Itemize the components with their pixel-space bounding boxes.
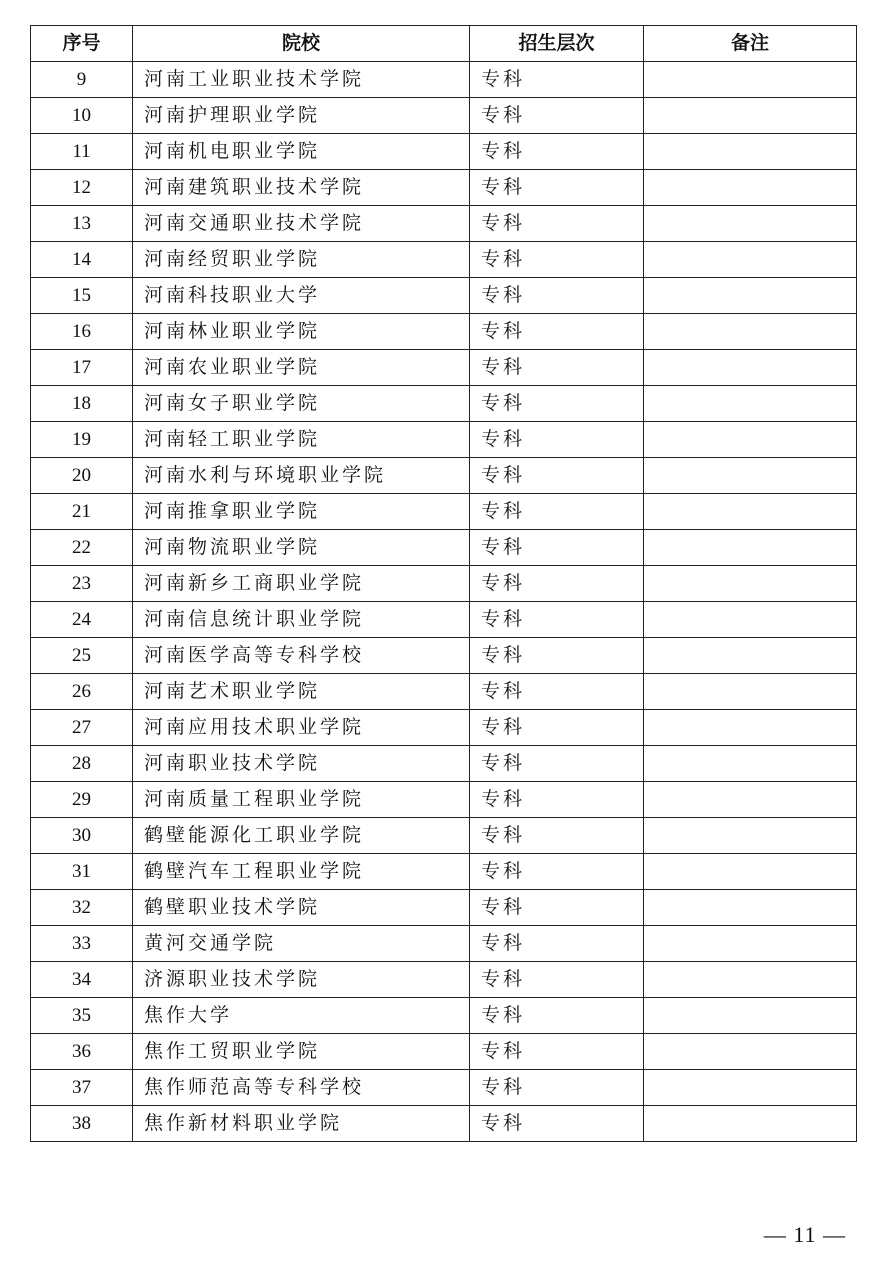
table-row <box>31 62 857 98</box>
row-number: 24 <box>31 602 133 638</box>
school-name: 河南护理职业学院 <box>133 98 470 134</box>
enrollment-level: 专科 <box>470 170 644 206</box>
enrollment-level: 专科 <box>470 926 644 962</box>
table-row <box>31 710 857 746</box>
row-number: 14 <box>31 242 133 278</box>
row-number: 18 <box>31 386 133 422</box>
table-row <box>31 458 857 494</box>
table-row <box>31 134 857 170</box>
table-row <box>31 386 857 422</box>
enrollment-level: 专科 <box>470 818 644 854</box>
table-row <box>31 530 857 566</box>
row-note <box>644 746 857 782</box>
table-row <box>31 350 857 386</box>
school-name: 焦作师范高等专科学校 <box>133 1070 470 1106</box>
row-number: 34 <box>31 962 133 998</box>
table-row <box>31 1070 857 1106</box>
school-name: 河南女子职业学院 <box>133 386 470 422</box>
school-name: 河南质量工程职业学院 <box>133 782 470 818</box>
enrollment-level: 专科 <box>470 1070 644 1106</box>
enrollment-level: 专科 <box>470 98 644 134</box>
school-name: 河南物流职业学院 <box>133 530 470 566</box>
school-name: 河南农业职业学院 <box>133 350 470 386</box>
row-note <box>644 602 857 638</box>
school-name: 河南艺术职业学院 <box>133 674 470 710</box>
row-number: 35 <box>31 998 133 1034</box>
enrollment-level: 专科 <box>470 350 644 386</box>
row-number: 32 <box>31 890 133 926</box>
row-note <box>644 1070 857 1106</box>
table-row <box>31 854 857 890</box>
row-note <box>644 890 857 926</box>
header-school: 院校 <box>133 26 470 62</box>
row-number: 29 <box>31 782 133 818</box>
enrollment-level: 专科 <box>470 962 644 998</box>
enrollment-level: 专科 <box>470 1106 644 1142</box>
enrollment-level: 专科 <box>470 710 644 746</box>
table-row <box>31 998 857 1034</box>
table-row <box>31 890 857 926</box>
school-name: 焦作新材料职业学院 <box>133 1106 470 1142</box>
school-name: 河南机电职业学院 <box>133 134 470 170</box>
school-name: 河南轻工职业学院 <box>133 422 470 458</box>
row-number: 11 <box>31 134 133 170</box>
enrollment-level: 专科 <box>470 638 644 674</box>
enrollment-level: 专科 <box>470 62 644 98</box>
school-name: 河南医学高等专科学校 <box>133 638 470 674</box>
table-row <box>31 170 857 206</box>
row-number: 38 <box>31 1106 133 1142</box>
table-row <box>31 566 857 602</box>
enrollment-level: 专科 <box>470 854 644 890</box>
row-number: 28 <box>31 746 133 782</box>
row-note <box>644 314 857 350</box>
table-row <box>31 962 857 998</box>
row-number: 19 <box>31 422 133 458</box>
enrollment-level: 专科 <box>470 386 644 422</box>
school-name: 焦作工贸职业学院 <box>133 1034 470 1070</box>
school-name: 河南水利与环境职业学院 <box>133 458 470 494</box>
row-note <box>644 422 857 458</box>
school-name: 鹤壁汽车工程职业学院 <box>133 854 470 890</box>
enrollment-level: 专科 <box>470 134 644 170</box>
row-note <box>644 206 857 242</box>
table-row <box>31 746 857 782</box>
row-number: 13 <box>31 206 133 242</box>
row-number: 27 <box>31 710 133 746</box>
school-name: 河南信息统计职业学院 <box>133 602 470 638</box>
school-name: 河南林业职业学院 <box>133 314 470 350</box>
enrollment-level: 专科 <box>470 314 644 350</box>
row-number: 26 <box>31 674 133 710</box>
school-name: 河南工业职业技术学院 <box>133 62 470 98</box>
table-row <box>31 602 857 638</box>
row-note <box>644 98 857 134</box>
school-name: 焦作大学 <box>133 998 470 1034</box>
row-note <box>644 350 857 386</box>
row-number: 9 <box>31 62 133 98</box>
enrollment-level: 专科 <box>470 278 644 314</box>
row-number: 30 <box>31 818 133 854</box>
row-note <box>644 386 857 422</box>
table-row <box>31 818 857 854</box>
school-name: 鹤壁能源化工职业学院 <box>133 818 470 854</box>
table-row <box>31 314 857 350</box>
enrollment-level: 专科 <box>470 1034 644 1070</box>
school-name: 河南经贸职业学院 <box>133 242 470 278</box>
enrollment-level: 专科 <box>470 566 644 602</box>
row-note <box>644 458 857 494</box>
row-number: 16 <box>31 314 133 350</box>
enrollment-level: 专科 <box>470 422 644 458</box>
row-note <box>644 530 857 566</box>
enrollment-level: 专科 <box>470 998 644 1034</box>
row-note <box>644 1106 857 1142</box>
row-number: 17 <box>31 350 133 386</box>
row-number: 23 <box>31 566 133 602</box>
school-name: 河南交通职业技术学院 <box>133 206 470 242</box>
table-header-row <box>31 26 857 62</box>
table-row <box>31 422 857 458</box>
table-row <box>31 1106 857 1142</box>
row-number: 20 <box>31 458 133 494</box>
table-row <box>31 674 857 710</box>
row-note <box>644 926 857 962</box>
page-number: — 11 — <box>763 1222 846 1247</box>
row-note <box>644 62 857 98</box>
table-row <box>31 782 857 818</box>
row-number: 21 <box>31 494 133 530</box>
row-number: 25 <box>31 638 133 674</box>
table-row <box>31 638 857 674</box>
school-name: 济源职业技术学院 <box>133 962 470 998</box>
table-row <box>31 494 857 530</box>
school-name: 河南建筑职业技术学院 <box>133 170 470 206</box>
row-number: 31 <box>31 854 133 890</box>
school-name: 河南推拿职业学院 <box>133 494 470 530</box>
school-name: 黄河交通学院 <box>133 926 470 962</box>
row-note <box>644 170 857 206</box>
table-row <box>31 1034 857 1070</box>
row-number: 12 <box>31 170 133 206</box>
enrollment-level: 专科 <box>470 530 644 566</box>
row-note <box>644 638 857 674</box>
row-note <box>644 998 857 1034</box>
table-row <box>31 206 857 242</box>
row-number: 36 <box>31 1034 133 1070</box>
school-name: 河南职业技术学院 <box>133 746 470 782</box>
row-note <box>644 782 857 818</box>
row-note <box>644 854 857 890</box>
enrollment-level: 专科 <box>470 674 644 710</box>
row-number: 37 <box>31 1070 133 1106</box>
row-note <box>644 494 857 530</box>
row-note <box>644 242 857 278</box>
row-note <box>644 674 857 710</box>
enrollment-level: 专科 <box>470 242 644 278</box>
enrollment-level: 专科 <box>470 602 644 638</box>
header-num: 序号 <box>31 26 133 62</box>
school-name: 河南应用技术职业学院 <box>133 710 470 746</box>
enrollment-level: 专科 <box>470 782 644 818</box>
row-number: 10 <box>31 98 133 134</box>
enrollment-level: 专科 <box>470 206 644 242</box>
row-note <box>644 278 857 314</box>
row-note <box>644 566 857 602</box>
school-name: 河南科技职业大学 <box>133 278 470 314</box>
table-row <box>31 98 857 134</box>
row-note <box>644 710 857 746</box>
row-number: 33 <box>31 926 133 962</box>
enrollment-level: 专科 <box>470 746 644 782</box>
table-row <box>31 242 857 278</box>
row-note <box>644 962 857 998</box>
row-note <box>644 134 857 170</box>
row-number: 15 <box>31 278 133 314</box>
header-level: 招生层次 <box>470 26 644 62</box>
row-note <box>644 818 857 854</box>
enrollment-table <box>30 25 857 1142</box>
school-name: 鹤壁职业技术学院 <box>133 890 470 926</box>
enrollment-level: 专科 <box>470 494 644 530</box>
row-number: 22 <box>31 530 133 566</box>
table-row <box>31 926 857 962</box>
school-name: 河南新乡工商职业学院 <box>133 566 470 602</box>
header-note: 备注 <box>644 26 857 62</box>
enrollment-level: 专科 <box>470 890 644 926</box>
enrollment-level: 专科 <box>470 458 644 494</box>
row-note <box>644 1034 857 1070</box>
table-row <box>31 278 857 314</box>
